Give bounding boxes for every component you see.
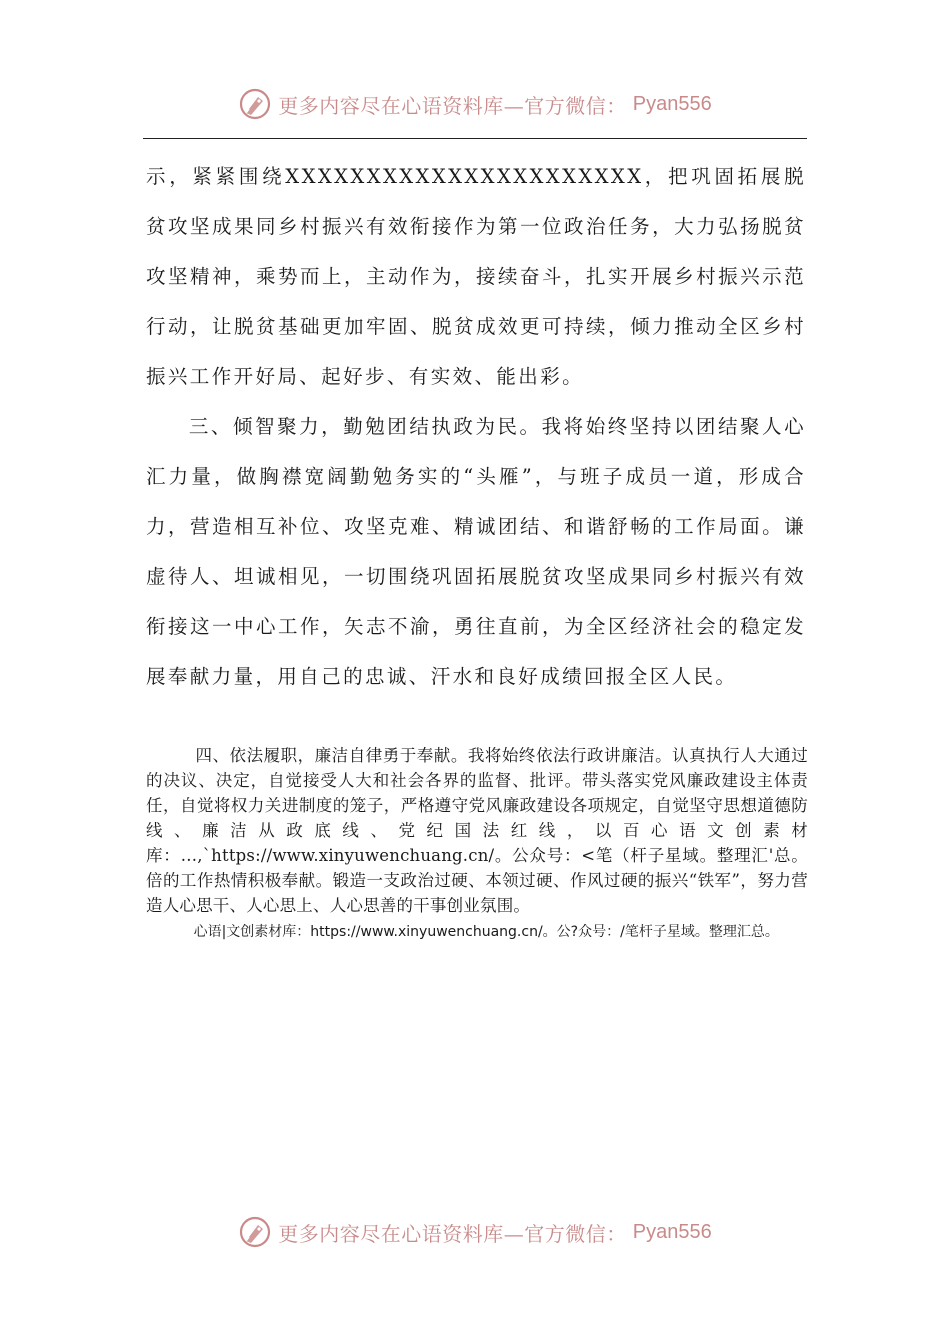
page-footer: [0, 1212, 950, 1252]
page-header: [0, 84, 950, 124]
pen-nib-logo-icon: [238, 1215, 272, 1249]
document-body-section-four: [146, 743, 808, 918]
header-brand-text: 更多内容尽在心语资料库—官方微信：: [278, 93, 627, 118]
pen-nib-logo-icon: [238, 87, 272, 121]
source-note: [146, 920, 808, 945]
paragraph-section-four: 四、依法履职，廉洁自律勇于奉献。我将始终依法行政讲廉洁。认真执行人大通过的决议、决定，自觉接受人大和社会各界的监督、批评。带头落实党风廉政建设主体责任，自觉将权力关进制度的笼子，严格遵守党风廉政建设各项规定，自觉坚守思想道德防线、廉洁从政底线、党纪国法红线，以百心语文创素材库：…,`https://www.xinyuwenchuang.cn/。公众号：<笔（杆子星域。整理汇'总。倍的工作热情积极奉献。锻造一支政治过硬、本领过硬、作风过硬的振兴“铁军”，努力营造人心思干、人心思上、人心思善的干事创业氛围。: [146, 746, 808, 915]
document-body-main: [146, 152, 806, 702]
header-divider: [143, 138, 807, 139]
paragraph-section-three: 三、倾智聚力，勤勉团结执政为民。我将始终坚持以团结聚人心汇力量，做胸襟宽阔勤勉务实的“头雁”，与班子成员一道，形成合力，营造相互补位、攻坚克难、精诚团结、和谐舒畅的工作局面。谦虚待人、坦诚相见，一切围绕巩固拓展脱贫攻坚成果同乡村振兴有效衔接这一中心工作，矢志不渝，勇往直前，为全区经济社会的稳定发展奉献力量，用自己的忠诚、汗水和良好成绩回报全区人民。: [146, 415, 806, 688]
source-note-text: 心语|文创素材库：https://www.xinyuwenchuang.cn/。公?众号：/笔杆子星域。整理汇总。: [193, 924, 779, 940]
paragraph-continued: 示，紧紧围绕XXXXXXXXXXXXXXXXXXXXXX，把巩固拓展脱贫攻坚成果同乡村振兴有效衔接作为第一位政治任务，大力弘扬脱贫攻坚精神，乘势而上，主动作为，接续奋斗，扎实开展乡村振兴示范行动，让脱贫基础更加牢固、脱贫成效更可持续，倾力推动全区乡村振兴工作开好局、起好步、有实效、能出彩。: [146, 165, 806, 388]
footer-wechat-id: Pyan556: [632, 1220, 712, 1243]
footer-brand-text: 更多内容尽在心语资料库—官方微信：: [278, 1221, 627, 1246]
header-wechat-id: Pyan556: [632, 92, 712, 115]
